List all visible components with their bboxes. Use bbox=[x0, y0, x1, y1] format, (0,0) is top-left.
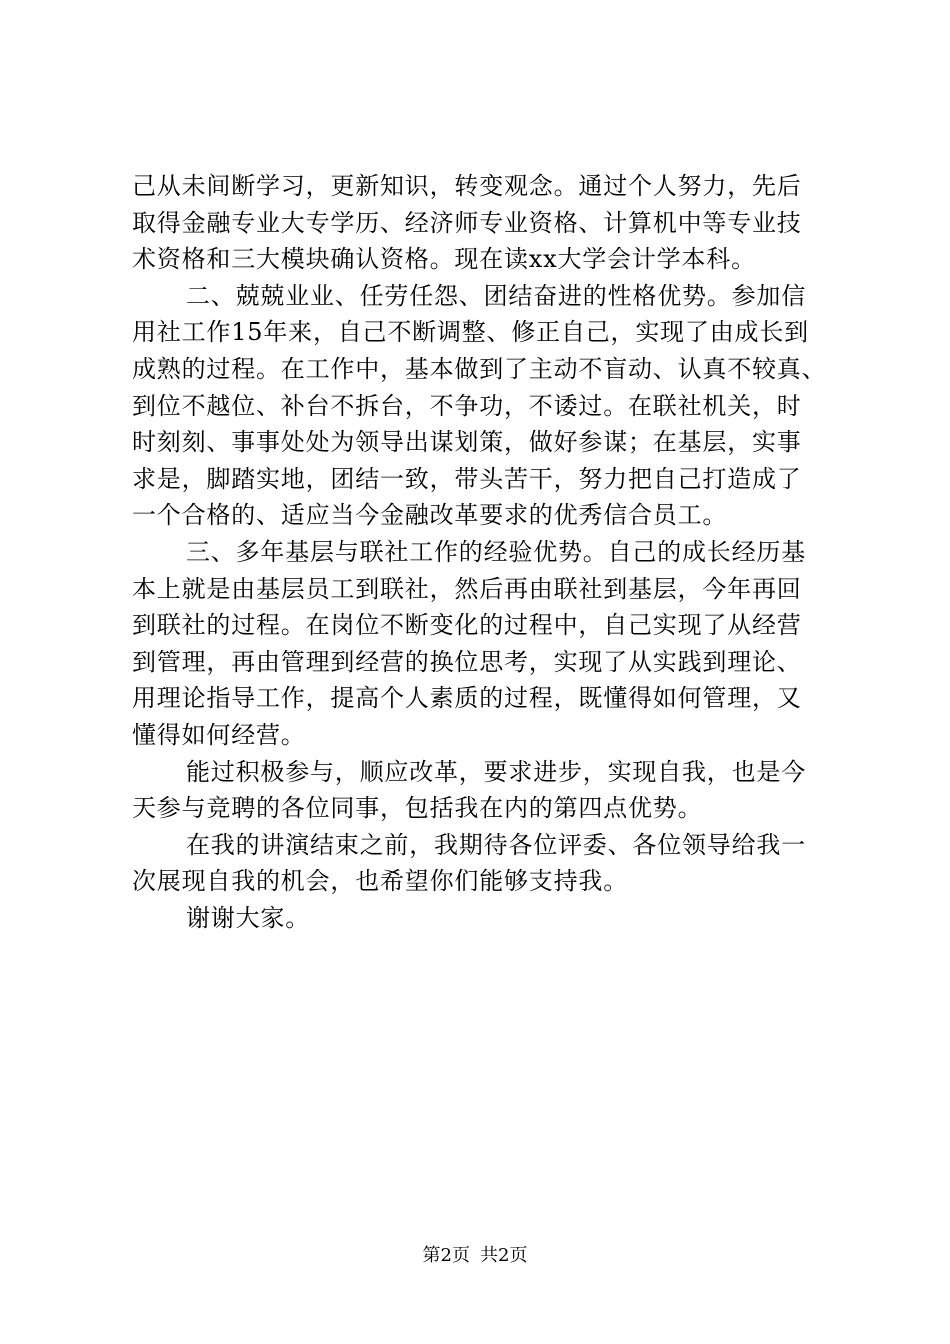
text-line: 用社工作15年来，自己不断调整、修正自己，实现了由成长到 bbox=[132, 318, 809, 347]
paragraph-start-line: 在我的讲演结束之前，我期待各位评委、各位领导给我一 bbox=[186, 830, 806, 859]
text-line: 己从未间断学习，更新知识，转变观念。通过个人努力，先后 bbox=[132, 172, 802, 200]
text-line: 天参与竞聘的各位同事，包括我在内的第四点优势。 bbox=[132, 794, 703, 823]
text-line: 懂得如何经营。 bbox=[132, 720, 306, 749]
text-line: 取得金融专业大专学历、经济师专业资格、计算机中等专业技 bbox=[132, 208, 802, 237]
paragraph-start-line: 三、多年基层与联社工作的经验优势。自己的成长经历基 bbox=[186, 537, 806, 566]
text-line: 成熟的过程。在工作中，基本做到了主动不盲动、认真不较真、 bbox=[132, 354, 827, 383]
text-line: 到位不越位、补台不拆台，不争功，不诿过。在联社机关，时 bbox=[132, 391, 802, 420]
text-line: 一个合格的、适应当今金融改革要求的优秀信合员工。 bbox=[132, 501, 728, 530]
text-line: 次展现自我的机会，也希望你们能够支持我。 bbox=[132, 867, 628, 896]
text-line: 时刻刻、事事处处为领导出谋划策，做好参谋；在基层，实事 bbox=[132, 428, 802, 457]
page-footer bbox=[0, 1244, 950, 1268]
document-body bbox=[132, 168, 852, 936]
page-total: 共2页 bbox=[480, 1245, 528, 1266]
text-line: 到联社的过程。在岗位不断变化的过程中，自己实现了从经营 bbox=[132, 611, 802, 640]
text-line: 求是，脚踏实地，团结一致，带头苦干，努力把自己打造成了 bbox=[132, 464, 802, 493]
page-number: 第2页 bbox=[422, 1245, 470, 1266]
paragraph-start-line: 二、兢兢业业、任劳任怨、团结奋进的性格优势。参加信 bbox=[186, 281, 806, 310]
text-line: 术资格和三大模块确认资格。现在读xx大学会计学本科。 bbox=[132, 245, 756, 274]
text-line: 用理论指导工作，提高个人素质的过程，既懂得如何管理，又 bbox=[132, 684, 802, 713]
text-line: 本上就是由基层员工到联社，然后再由联社到基层，今年再回 bbox=[132, 574, 802, 603]
closing-line: 谢谢大家。 bbox=[186, 903, 310, 932]
paragraph-start-line: 能过积极参与，顺应改革，要求进步，实现自我，也是今 bbox=[186, 757, 806, 786]
text-line: 到管理，再由管理到经营的换位思考，实现了从实践到理论、 bbox=[132, 647, 802, 676]
